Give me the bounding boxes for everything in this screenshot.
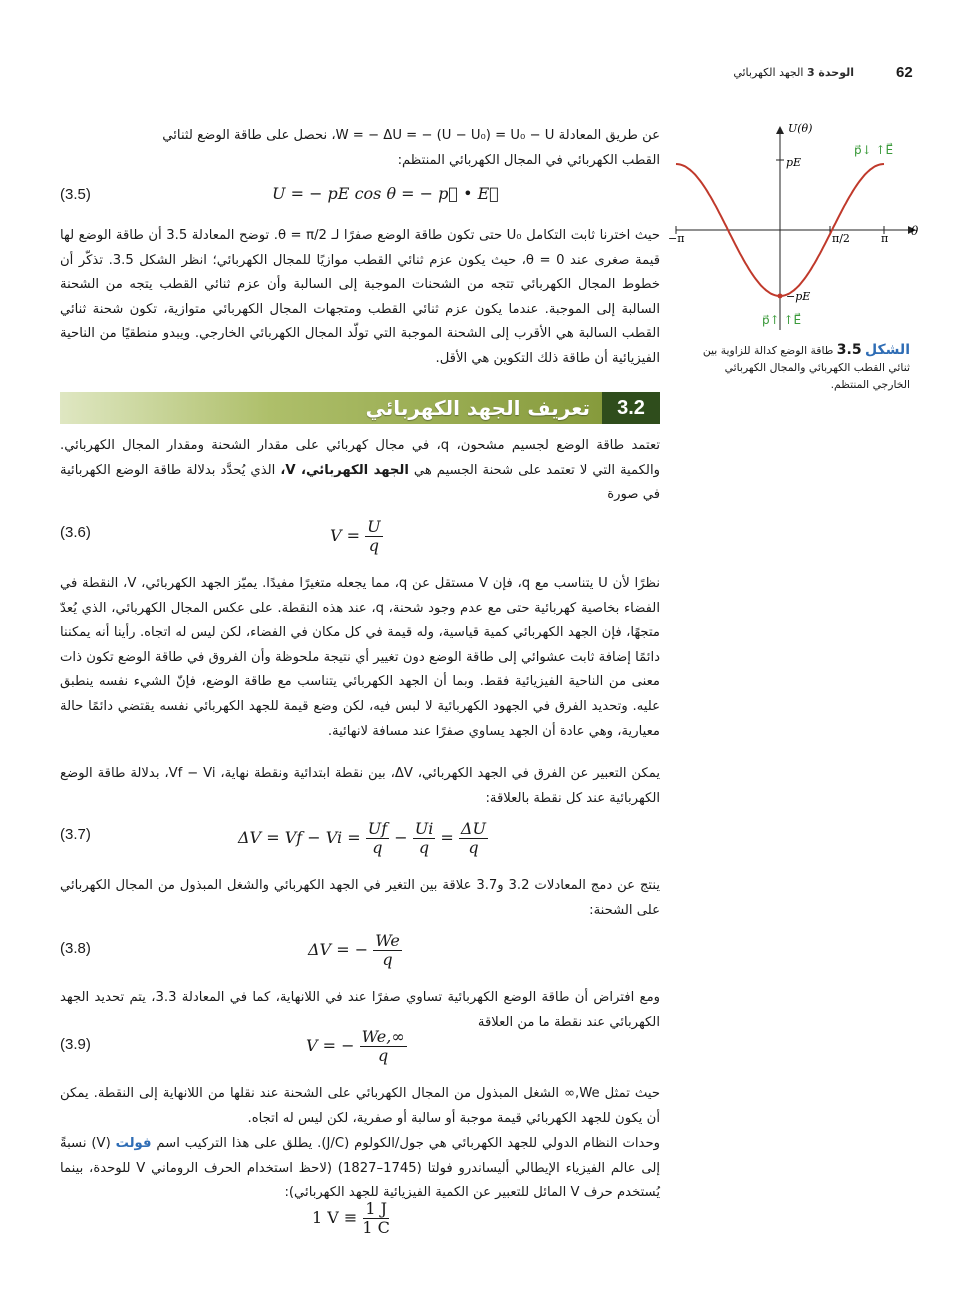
paragraph-intro-line2: القطب الكهربائي في المجال الكهربائي المنتظم:: [397, 152, 660, 168]
paragraph-infinity-reference: ومع افتراض أن طاقة الوضع الكهربائية تساوي صفرًا عند في اللانهاية، كما في المعادلة 3.3، يتم تحديد الجهد الكهربائي عند نقطة ما من العلاقة: [60, 990, 661, 1030]
paragraph-intro: [60, 124, 660, 173]
eq39-numerator: We,∞: [361, 1027, 405, 1046]
eq38-numerator: We: [375, 931, 400, 950]
equation-3-6-number: (3.6): [60, 524, 91, 541]
caption-label: الشكل: [865, 342, 910, 358]
paragraph-potential-properties: نظرًا لأن U يتناسب مع q، فإن V مستقل عن q، مما يجعله متغيرًا مفيدًا. يميّز الجهد الكهربائي، V، النقطة في الفضاء بخاصية كهربائية حتى مع عدم وجود شحنة، q، عند هذه النقطة. على عكس المجال الكهربائي، الذي يُعدّ متجهًا، فإن الجهد الكهربائي كمية قياسية، وله قيمة في كل مكان في الفضاء، لكن ليس له اتجاه. رأينا أنه يمكننا دائمًا إضافة ثابت عشوائي إلى طاقة الوضع دون تغيير أي نتيجة ملحوظة وأن الفروق في طاقة الوضع تكون ذات معنى من الناحية الفيزيائية فقط. وبما أن الجهد الكهربائي يتناسب مع طاقة الوضع، فإنّ الشيء نفسه ينطبق عليه. وتحديد الفرق في الجهود الكهربائية لا لبس فيه، لكن وضع قيمة للجهد الكهربائي نفسه يقتضي دائمًا حالة معيارية، وهي عادة أن الجهد يساوي صفرًا عند مسافة لانهائية.: [60, 576, 660, 739]
paragraph-volt-unit: [60, 1132, 660, 1206]
eq37-d2: q: [418, 838, 430, 857]
caption-number: 3.5: [836, 342, 862, 358]
eq37-minus: −: [394, 828, 408, 847]
term-volt: فولت: [115, 1136, 152, 1151]
running-header: [733, 66, 854, 79]
eq37-d1: q: [372, 838, 383, 857]
eq36-numerator: U: [367, 517, 381, 536]
paragraph-potential-difference: يمكن التعبير عن الفرق في الجهد الكهربائي، ΔV، بين نقطة ابتدائية ونقطة نهاية، Vf − Vi، بدلالة طاقة الوضع الكهربائية عند كل نقطة بالعلاقة:: [60, 766, 660, 806]
vectors-parallel: p⃗↑ ↑E⃗: [762, 313, 802, 327]
y-axis-arrow: [776, 126, 784, 134]
minimum-point: [778, 294, 783, 299]
paragraph-potential-definition: [60, 434, 660, 508]
section-title: تعريف الجهد الكهربائي: [365, 396, 590, 420]
eq37-n3: ΔU: [460, 819, 486, 838]
y-axis-label: U(θ): [788, 122, 813, 135]
equation-3-8: [308, 932, 402, 969]
eq39-denominator: q: [378, 1046, 389, 1065]
volt-fraction: [362, 1200, 390, 1237]
label-neg-pi: −π: [668, 232, 685, 245]
figure-caption: [684, 342, 910, 393]
figure-3-5-plot: [668, 118, 920, 340]
eq37-equals: =: [440, 828, 454, 847]
equation-3-8-number: (3.8): [60, 940, 91, 957]
eq38-fraction: [373, 932, 402, 969]
equation-3-9-number: (3.9): [60, 1036, 91, 1053]
equation-volt-definition: [312, 1200, 390, 1237]
label-pi: π: [881, 232, 889, 245]
para3-after: الذي يُحدَّد بدلالة طاقة الوضع الكهربائية في صورة: [60, 462, 660, 503]
eq38-denominator: q: [382, 950, 393, 969]
para9-before: وحدات النظام الدولي للجهد الكهربائي هي جول/الكولوم (J/C). يطلق على هذا التركيب اسم: [151, 1136, 661, 1151]
eq39-lhs: V = −: [306, 1036, 355, 1055]
eq36-denominator: q: [368, 536, 379, 555]
vectors-antiparallel: p⃗↓ ↑E⃗: [854, 143, 894, 157]
eq37-d3: q: [468, 838, 479, 857]
equation-3-7: [238, 820, 488, 857]
eq37-frac3: [459, 820, 488, 857]
eq36-lhs: V =: [330, 526, 361, 545]
label-pE: pE: [786, 156, 802, 169]
equation-3-5-number: (3.5): [60, 186, 91, 203]
paragraph-work-definition: حيث تمثل We,∞ الشغل المبذول من المجال الكهربائي على الشحنة عند نقلها من اللانهاية إلى النقطة. يمكن أن يكون للجهد الكهربائي قيمة موجبة أو سالبة أو صفرية، لكن ليس له اتجاه.: [60, 1086, 660, 1126]
eq39-fraction: [360, 1028, 407, 1065]
label-neg-pE: −pE: [786, 290, 811, 303]
equation-3-7-number: (3.7): [60, 826, 91, 843]
eq37-n1: Uf: [367, 819, 388, 838]
eq38-lhs: ΔV = −: [308, 940, 369, 959]
eq37-n2: Ui: [414, 819, 434, 838]
para3-before: تعتمد طاقة الوضع لجسيم مشحون، q، في مجال كهربائي على مقدار الشحنة ومقدار المجال الكهربائي. والكمية التي لا تعتمد على شحنة الجسيم هي: [60, 438, 661, 478]
eq36-fraction: [365, 518, 382, 555]
term-electric-potential: الجهد الكهربائي، V،: [280, 462, 409, 478]
section-number: 3.2: [602, 392, 660, 424]
volt-lhs: 1 V ≡: [312, 1208, 358, 1227]
paragraph-intro-line1: عن طريق المعادلة W = − ΔU = − (U − U₀) = U₀ − U، نحصل على طاقة الوضع لثنائي: [162, 128, 660, 143]
page-number: 62: [896, 64, 913, 81]
equation-3-6: [330, 518, 383, 555]
eq37-lhs: ΔV = Vf − Vi =: [238, 828, 361, 847]
paragraph-dipole-energy: حيث اخترنا ثابت التكامل U₀ حتى تكون طاقة الوضع صفرًا لـ θ = π/2. توضح المعادلة 3.5 أن طاقة الوضع لها قيمة صغرى عند θ = 0، حيث يكون عزم ثنائي القطب موازيًا للمجال الكهربائي؛ انظر الشكل 3.5. تذكّر أن خطوط المجال الكهربائي تتجه من الشحنات الموجبة إلى السالبة وأن عزم ثنائي القطب يتجه من الشحنة السالبة إلى الموجبة. عندما يكون عزم ثنائي القطب ومتجهات المجال الكهربائي متوازية، تكون شحنة ثنائي القطب السالبة هي الأقرب إلى الشحنة الموجبة التي تولّد المجال الكهربائي الخارجي. ويبدو منطقيًا من الناحية الفيزيائية أن طاقة ذلك التكوين هي الأقل.: [60, 228, 660, 366]
caption-text: طاقة الوضع كدالة للزاوية بين ثنائي القطب الكهربائي والمجال الكهربائي الخارجي المنتظم.: [702, 344, 910, 391]
paragraph-work-relation: ينتج عن دمج المعادلات 3.2 و3.7 علاقة بين التغير في الجهد الكهربائي والشغل المبذول من المجال الكهربائي على الشحنة:: [60, 878, 660, 918]
x-axis-label: θ: [911, 224, 919, 238]
equation-3-9: [306, 1028, 407, 1065]
volt-denominator: 1 C: [362, 1218, 390, 1237]
label-pi-2: π/2: [832, 232, 850, 245]
unit-title: الجهد الكهربائي: [733, 66, 804, 79]
equation-3-5: U = − pE cos θ = − p⃗ • E⃗: [272, 184, 499, 203]
para9-after: (V) نسبةً إلى عالم الفيزياء الإيطالي أليساندرو فولتا (1745–1827) (لاحظ استخدام الحرف الروماني V للوحدة، بينما يُستخدم حرف V المائل للتعبير عن الكمية الفيزيائية للجهد الكهربائي):: [60, 1136, 661, 1201]
eq37-frac2: [413, 820, 436, 857]
unit-label: الوحدة 3: [806, 66, 854, 79]
eq37-frac1: [366, 820, 389, 857]
volt-numerator: 1 J: [365, 1199, 387, 1218]
